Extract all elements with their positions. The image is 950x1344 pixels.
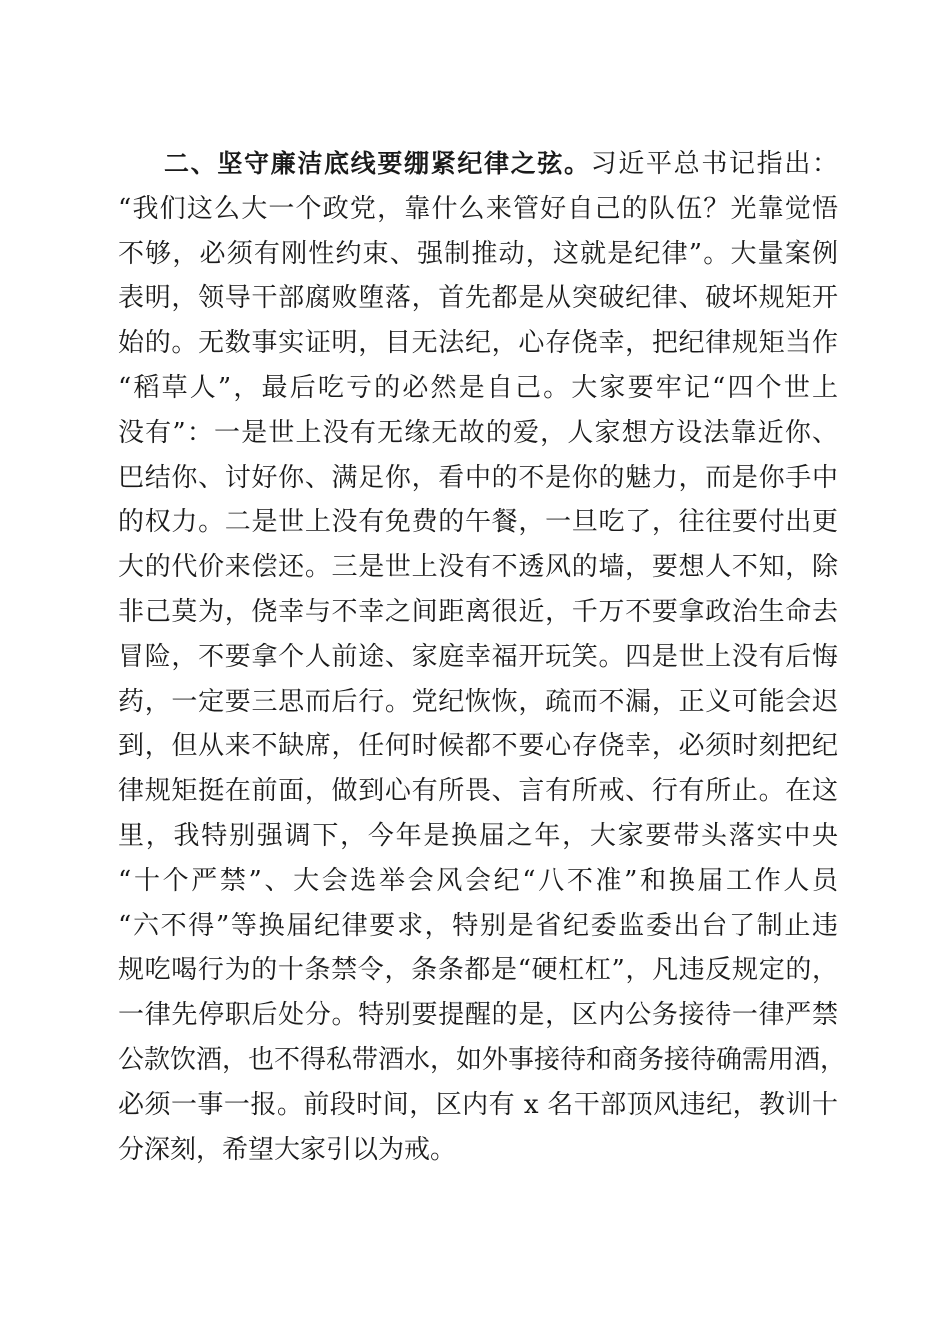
paragraph-line: 不够，必须有刚性约束、强制推动，这就是纪律”。大量案例 <box>118 238 838 269</box>
paragraph-line: “我们这么大一个政党，靠什么来管好自己的队伍？光靠觉悟 <box>118 193 838 224</box>
paragraph-line: 规吃喝行为的十条禁令，条条都是“硬杠杠”，凡违反规定的， <box>118 955 838 986</box>
paragraph-line: 里，我特别强调下，今年是换届之年，大家要带头落实中央 <box>118 820 838 851</box>
paragraph-line: “十个严禁”、大会选举会风会纪“八不准”和换届工作人员 <box>118 865 838 896</box>
paragraph-line: 到，但从来不缺席，任何时候都不要心存侥幸，必须时刻把纪 <box>118 731 838 762</box>
paragraph-line: 巴结你、讨好你、满足你，看中的不是你的魅力，而是你手中 <box>118 462 838 493</box>
paragraph-line: 一律先停职后处分。特别要提醒的是，区内公务接待一律严禁 <box>118 1000 838 1031</box>
paragraph-line: 分深刻，希望大家引以为戒。 <box>118 1134 457 1165</box>
paragraph-line: 公款饮酒，也不得私带酒水，如外事接待和商务接待确需用酒， <box>118 1044 847 1075</box>
paragraph-line: 始的。无数事实证明，目无法纪，心存侥幸，把纪律规矩当作 <box>118 328 838 359</box>
paragraph-line: 药，一定要三思而后行。党纪恢恢，疏而不漏，正义可能会迟 <box>118 686 838 717</box>
paragraph-line <box>118 142 838 187</box>
paragraph-line: 必须一事一报。前段时间，区内有 x 名干部顶风违纪，教训十 <box>118 1089 838 1120</box>
paragraph-line: “六不得”等换届纪律要求，特别是省纪委监委出台了制止违 <box>118 910 838 941</box>
paragraph-line: 表明，领导干部腐败堕落，首先都是从突破纪律、破坏规矩开 <box>118 283 838 314</box>
paragraph-line: 非己莫为，侥幸与不幸之间距离很近，千万不要拿政治生命去 <box>118 596 838 627</box>
section-heading: 二、坚守廉洁底线要绷紧纪律之弦。 <box>164 149 591 178</box>
paragraph-line: 的权力。二是世上没有免费的午餐，一旦吃了，往往要付出更 <box>118 507 838 538</box>
paragraph-line: 冒险，不要拿个人前途、家庭幸福开玩笑。四是世上没有后悔 <box>118 641 838 672</box>
heading-continuation: 习近平总书记指出： <box>590 149 838 179</box>
paragraph-line: “稻草人”，最后吃亏的必然是自己。大家要牢记“四个世上 <box>118 372 838 403</box>
body-paragraph <box>118 142 847 1172</box>
paragraph-line: 大的代价来偿还。三是世上没有不透风的墙，要想人不知，除 <box>118 552 838 583</box>
paragraph-line: 律规矩挺在前面，做到心有所畏、言有所戒、行有所止。在这 <box>118 776 838 807</box>
paragraph-line: 没有”：一是世上没有无缘无故的爱，人家想方设法靠近你、 <box>118 417 838 448</box>
